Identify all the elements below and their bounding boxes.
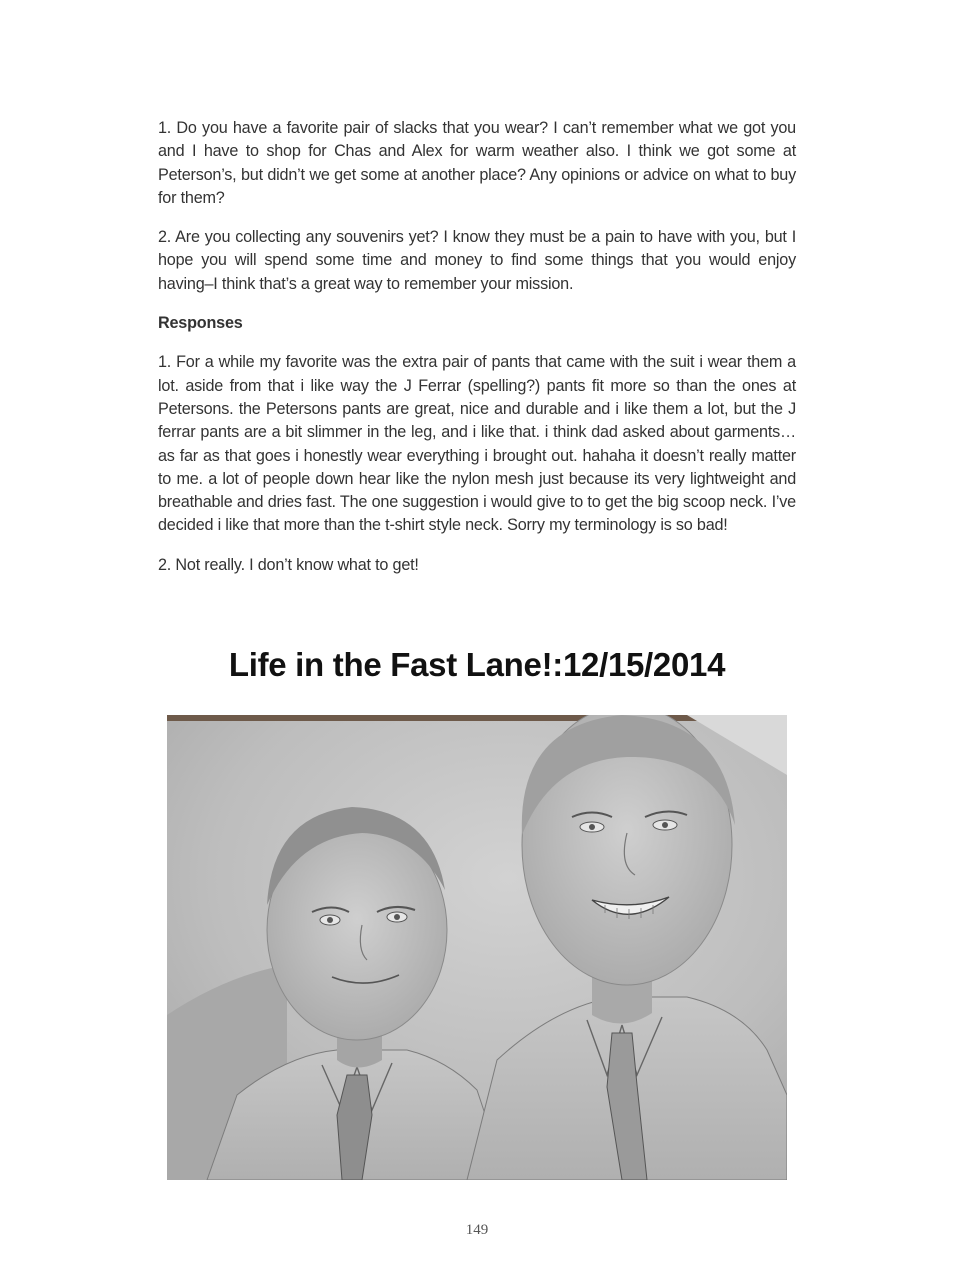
pencil-drawing-illustration [167,715,787,1180]
chapter-title: Life in the Fast Lane!:12/15/2014 [228,646,726,683]
pencil-drawing-photo [167,715,787,1180]
page-number: 149 [465,1222,489,1238]
question-paragraph-2: 2. Are you collecting any souvenirs yet? I know they must be a pain to have with you, but I hope you will spend some time and money to find some things that you would enjoy having–I think that’s a great way to remember your mission. [158,228,796,293]
response-paragraph-2: 2. Not really. I don’t know what to get! [158,555,419,574]
responses-heading: Responses [158,314,243,333]
response-paragraph-1: 1. For a while my favorite was the extra pair of pants that came with the suit i wear them a lot. aside from that i like way the J Ferrar (spelling?) pants fit more so than the ones at Petersons. the Petersons pants are great, nice and durable and i like them a lot, but the J ferrar pants are a bit slimmer in the leg, and i like that. i think dad asked about garments… as far as that goes i honestly wear everything i brought out. hahaha it doesn’t really matter to me. a lot of people down hear like the nylon mesh just because its very lightweight and breathable and dries fast. The one suggestion i would give to to get the big scoop neck. I’ve decided i like that more than the t-shirt style neck. Sorry my terminology is so bad! [158,353,796,535]
body-text [158,117,796,593]
question-paragraph-1: 1. Do you have a favorite pair of slacks that you wear? I can’t remember what we got you and I have to shop for Chas and Alex for warm weather also. I think we got some at Peterson’s, but didn’t we get some at another place? Any opinions or advice on what to buy for them? [158,119,796,207]
